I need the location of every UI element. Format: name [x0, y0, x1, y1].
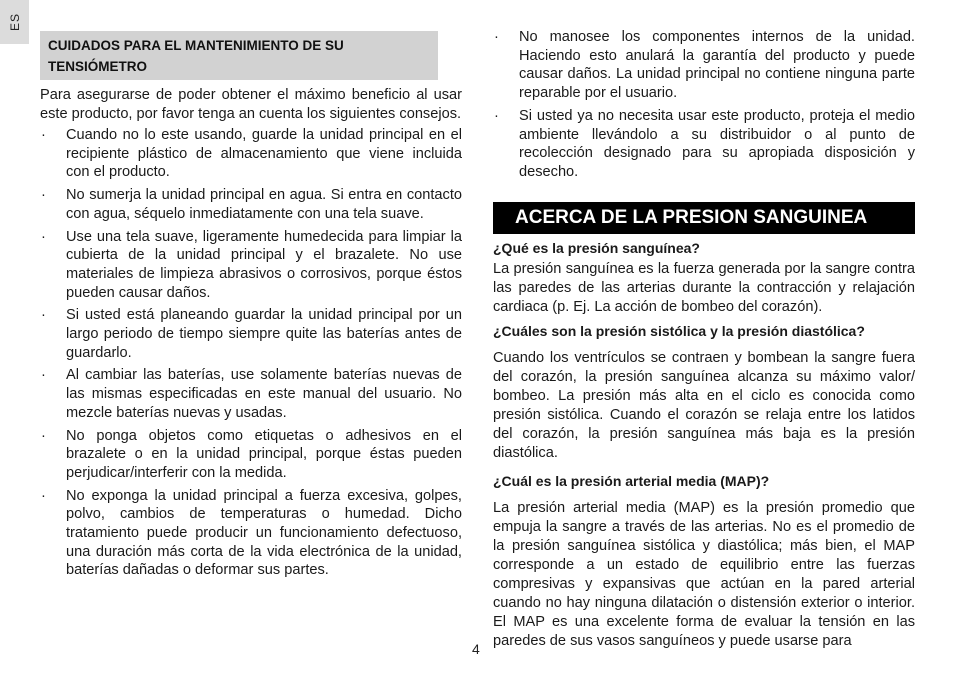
list-item: · Si usted está planeando guardar la unidad principal por un largo periodo de tiempo siempre quite las baterías antes de guardarlo. [41, 307, 462, 361]
bullet-dot: · [494, 29, 499, 45]
list-item: · Si usted ya no necesita usar este producto, proteja el medio ambiente llevándolo a su distribuidor o al punto de recolección designado para su apropiada disposición y desecho. [494, 107, 915, 180]
page-number: 4 [472, 641, 480, 657]
answer-map: La presión arterial media (MAP) es la presión promedio que empuja la sangre a través de las arterias. No es el promedio de la presión sanguínea sistólica y diastólica; más bien, el MAP corresponde a un estado de equilibrio entre las fuerzas compresivas y expansivas que actúan en la pared arterial cuando no hay ninguna dilatación o distensión exterior o interior. El MAP es una excelente forma de evaluar la tensión en las paredes de sus vasos sanguíneos y puede usarse para [493, 499, 915, 649]
bullet-dot: · [41, 187, 46, 204]
care-intro: Para asegurarse de poder obtener el máximo beneficio al usar este producto, por favor tenga an cuenta los siguientes consejos. [40, 87, 462, 122]
list-item: · Use una tela suave, ligeramente humedecida para limpiar la cubierta de la unidad principal y el brazalete. No use materiales de limpieza abrasivos o corrosivos, porque éstos pueden causar daños. [41, 228, 462, 301]
list-item: · No ponga objetos como etiquetas o adhesivos en el brazalete o en la unidad principal, porque éstas pueden perjudicar/interferir con la medida. [41, 427, 462, 481]
bullet-dot: · [41, 427, 46, 444]
answer-systolic-diastolic: Cuando los ventrículos se contraen y bombean la sangre fuera del corazón, la presión sanguínea alcanza su máximo valor/ bombeo. La presión más alta en el ciclo es conocida como presión sistólica. Cuando el corazón se relaja entre los latidos del corazón, la presión sanguínea más baja es la presión diastólica. [493, 349, 915, 461]
disposal-bullet-list [493, 28, 915, 182]
bullet-dot: · [41, 307, 46, 324]
language-tab [0, 0, 29, 44]
question-systolic-diastolic: ¿Cuáles son la presión sistólica y la presión diastólica? [493, 322, 865, 339]
list-item: · Cuando no lo este usando, guarde la unidad principal en el recipiente plástico de almacenamiento que viene incluida con el producto. [41, 127, 462, 181]
bullet-dot: · [41, 367, 46, 384]
care-section-heading: CUIDADOS PARA EL MANTENIMIENTO DE SU TENSIÓMETRO [40, 31, 438, 80]
answer-what-is-blood-pressure: La presión sanguínea es la fuerza generada por la sangre contra las paredes de las arterias durante la contracción y relajación cardiaca (p. Ej. La acción de bombeo del corazón). [493, 260, 915, 315]
bullet-dot: · [41, 127, 46, 143]
list-item: · No exponga la unidad principal a fuerza excesiva, golpes, polvo, cambios de temperaturas o humedad. Dicho tratamiento puede producir un funcionamiento defectuoso, una duración más corta de la vida electrónica de la unidad, baterías dañadas o deformar sus partes. [41, 487, 462, 579]
bullet-dot: · [494, 107, 499, 124]
list-item: · No manosee los componentes internos de la unidad. Haciendo esto anulará la garantía del producto y puede causar daños. La unidad principal no contiene ninguna parte reparable por el usuario. [494, 29, 915, 102]
list-item: · Al cambiar las baterías, use solamente baterías nuevas de las mismas especificadas en este manual del usuario. No mezcle baterías nuevas y usadas. [41, 367, 462, 421]
question-map: ¿Cuál es la presión arterial media (MAP)? [493, 472, 770, 489]
care-bullet-list [40, 126, 462, 580]
list-item: · No sumerja la unidad principal en agua. Si entra en contacto con agua, séquelo inmediatamente con una tela suave. [41, 187, 462, 222]
left-column [40, 86, 462, 584]
language-label: ES [8, 12, 22, 32]
bullet-dot: · [41, 228, 46, 245]
blood-pressure-section-heading: ACERCA DE LA PRESION SANGUINEA [493, 202, 915, 234]
question-what-is-blood-pressure: ¿Qué es la presión sanguínea? [493, 239, 700, 256]
right-column [493, 28, 915, 651]
bullet-dot: · [41, 487, 46, 504]
